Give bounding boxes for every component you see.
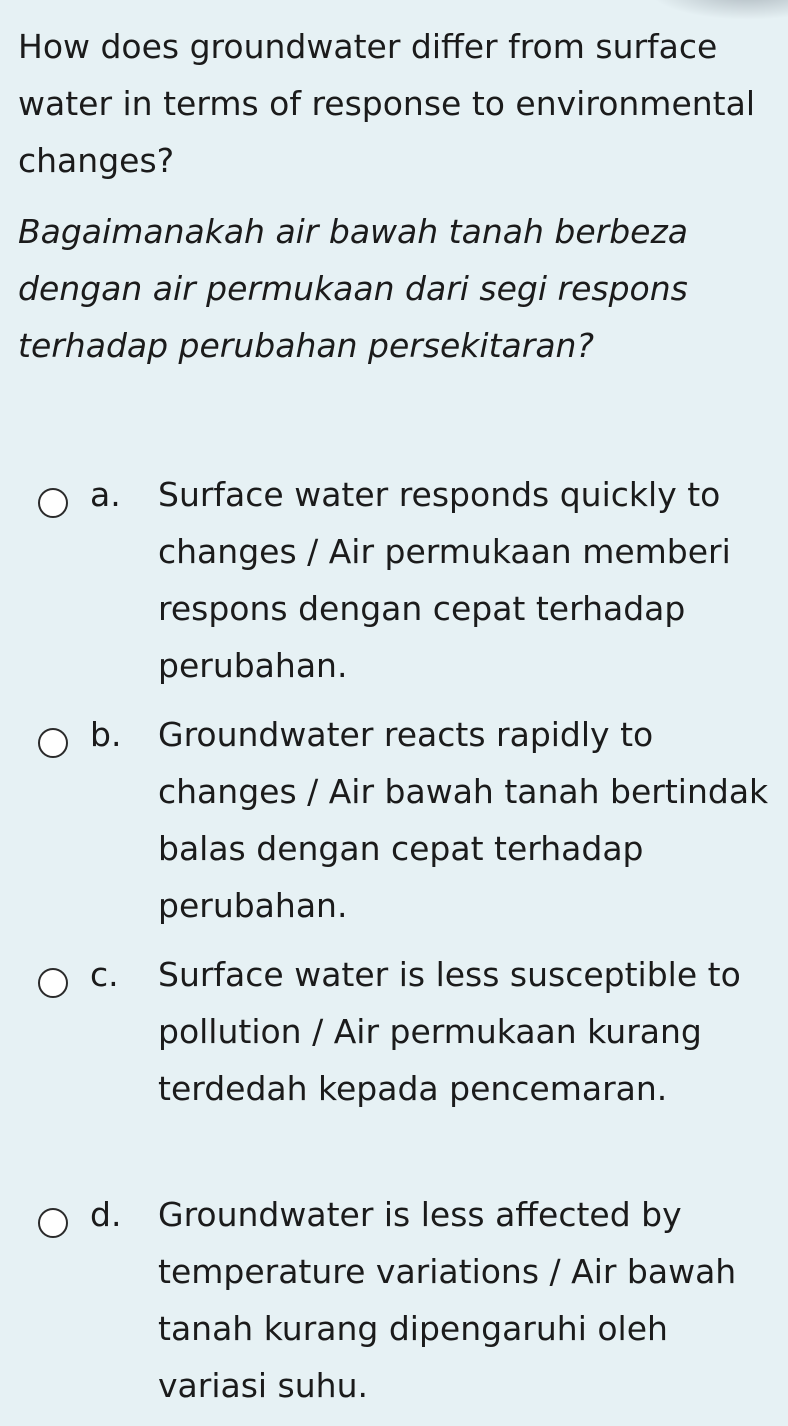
- option-letter: a.: [90, 475, 121, 514]
- option-text: Groundwater is less affected by temperature variations / Air bawah tanah kurang dipengaruhi oleh variasi suhu.: [158, 1195, 737, 1405]
- option-letter: d.: [90, 1195, 122, 1234]
- question-english: How does groundwater differ from surface water in terms of response to environmental changes?: [18, 27, 755, 180]
- option-letter: c.: [90, 955, 119, 994]
- option-d[interactable]: [0, 1186, 788, 1426]
- radio-button-icon[interactable]: [38, 728, 68, 758]
- radio-button-icon[interactable]: [38, 1208, 68, 1238]
- option-b[interactable]: [0, 706, 788, 946]
- option-text: Groundwater reacts rapidly to changes / Air bawah tanah bertindak balas dengan cepat terhadap perubahan.: [158, 715, 769, 925]
- corner-shadow: [648, 0, 788, 20]
- question-block: [18, 18, 778, 374]
- answer-options: [0, 466, 788, 1426]
- option-letter: b.: [90, 715, 122, 754]
- option-a[interactable]: [0, 466, 788, 706]
- option-text: Surface water responds quickly to changes / Air permukaan memberi respons dengan cepat terhadap perubahan.: [158, 475, 731, 685]
- option-text: Surface water is less susceptible to pollution / Air permukaan kurang terdedah kepada pencemaran.: [158, 955, 741, 1108]
- question-malay: Bagaimanakah air bawah tanah berbeza dengan air permukaan dari segi respons terhadap perubahan persekitaran?: [18, 212, 688, 365]
- radio-button-icon[interactable]: [38, 488, 68, 518]
- radio-button-icon[interactable]: [38, 968, 68, 998]
- option-c[interactable]: [0, 946, 788, 1186]
